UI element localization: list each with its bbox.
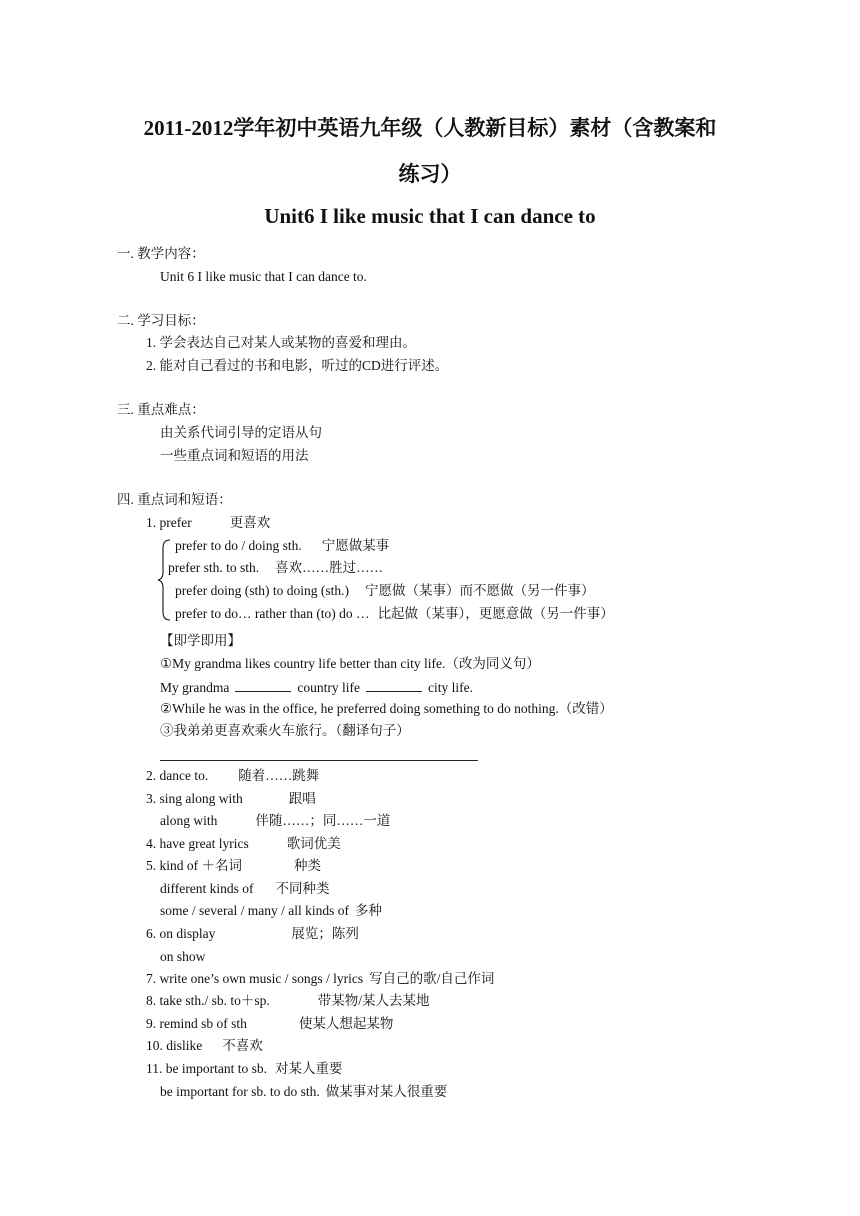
document-title-line1: 2011-2012学年初中英语九年级（人教新目标）素材（含教案和 (143, 116, 717, 140)
document-title-line2: 练习） (398, 162, 462, 186)
section-3-heading: 三. 重点难点： (117, 402, 205, 417)
phrase-9: 9. remind sb of sth 使某人想起某物 (146, 1016, 394, 1031)
phrase-8: 8. take sth./ sb. to＋sp. 带某物/某人去某地 (146, 993, 430, 1008)
phrase-1 (146, 515, 270, 531)
practice-answer-1: My grandma country life city life. (160, 680, 473, 695)
phrase-7: 7. write one’s own music / songs / lyrics 写自己的歌/自己作词 (146, 971, 495, 986)
practice-question-2: ②While he was in the office, he preferred doing something to do nothing.（改错） (160, 701, 613, 716)
answer-blank-2[interactable] (366, 679, 422, 692)
section-2-heading: 二. 学习目标： (117, 313, 205, 328)
unit-title: Unit6 I like music that I can dance to (264, 204, 596, 228)
phrase-6b: on show (160, 949, 206, 964)
prefer-usage-4: prefer to do… rather than (to) do … 比起做（某事），更愿意做（另一件事） (175, 606, 614, 621)
prefer-usage-2: prefer sth. to sth. 喜欢……胜过…… (168, 560, 384, 575)
practice-question-3: ③我弟弟更喜欢乘火车旅行。（翻译句子） (160, 723, 410, 738)
phrase-10: 10. dislike 不喜欢 (146, 1038, 263, 1053)
translation-answer-line[interactable] (160, 760, 478, 761)
phrase-11b: be important for sb. to do sth. 做某事对某人很重要 (160, 1084, 448, 1099)
prefer-usage-3: prefer doing (sth) to doing (sth.) 宁愿做（某事）而不愿做（另一件事） (175, 583, 595, 598)
phrase-11: 11. be important to sb. 对某人重要 (146, 1061, 343, 1076)
section-1-content: Unit 6 I like music that I can dance to. (160, 269, 367, 284)
phrase-term: 1. prefer (146, 515, 192, 530)
practice-question-1: ①My grandma likes country life better than city life.（改为同义句） (160, 656, 540, 671)
phrase-4: 4. have great lyrics 歌词优美 (146, 836, 341, 851)
section-3-item-2: 一些重点词和短语的用法 (160, 448, 309, 463)
phrase-5c: some / several / many / all kinds of 多种 (160, 903, 382, 918)
section-2-item-1: 1. 学会表达自己对某人或某物的喜爱和理由。 (146, 335, 416, 350)
phrase-6: 6. on display 展览；陈列 (146, 926, 359, 941)
section-3-item-1: 由关系代词引导的定语从句 (160, 425, 322, 440)
phrase-3: 3. sing along with 跟唱 (146, 791, 316, 806)
practice-heading: 【即学即用】 (160, 633, 241, 648)
phrase-5b: different kinds of 不同种类 (160, 881, 330, 896)
section-2-item-2: 2. 能对自己看过的书和电影，听过的CD进行评述。 (146, 358, 449, 373)
answer-blank-1[interactable] (235, 679, 291, 692)
brace-bracket (157, 538, 173, 622)
phrase-5: 5. kind of ＋名词 种类 (146, 858, 321, 873)
prefer-usage-1: prefer to do / doing sth. 宁愿做某事 (175, 538, 390, 553)
section-4-heading: 四. 重点词和短语： (117, 492, 232, 507)
phrase-2: 2. dance to. 随着……跳舞 (146, 768, 320, 783)
section-1-heading: 一. 教学内容： (117, 246, 205, 261)
phrase-meaning: 更喜欢 (229, 515, 271, 530)
phrase-3b: along with 伴随……；同……一道 (160, 813, 391, 828)
